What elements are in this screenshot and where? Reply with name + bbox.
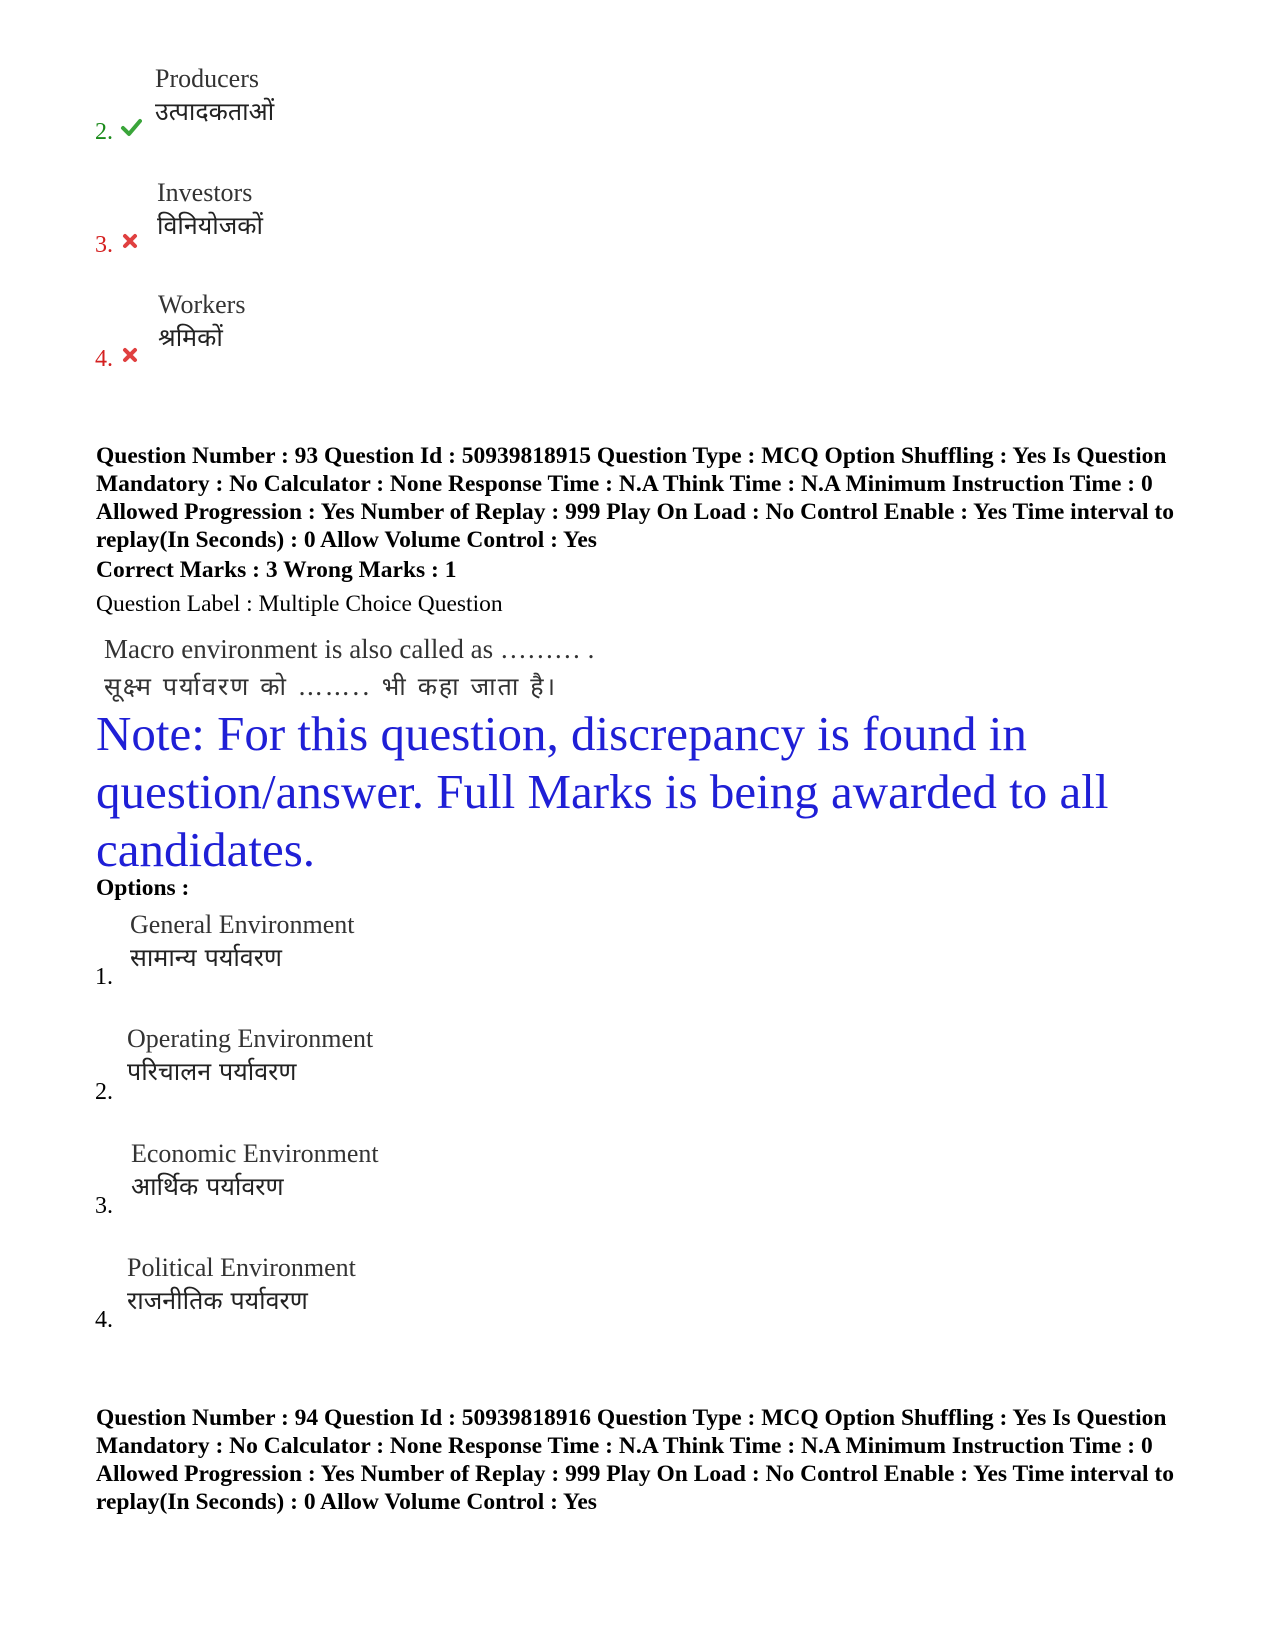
option-image-text [131,1137,379,1203]
option-text-hi: परिचालन पर्यावरण [127,1056,297,1086]
option-text-hi: सामान्य पर्यावरण [130,942,282,972]
option-image-text [127,1251,356,1317]
option-text-hi: आर्थिक पर्यावरण [131,1171,284,1201]
option-image-text [130,908,355,974]
option-text-hi: उत्पादकताओं [155,96,275,126]
wrong-cross-icon [122,233,138,249]
question-text-hi: सूक्ष्म पर्यावरण को …….. भी कहा जाता है। [104,672,558,701]
question-text-en: Macro environment is also called as ……… . [104,634,595,664]
question-meta: Question Number : 94 Question Id : 50939818916 Question Type : MCQ Option Shuffling : Yes Is Question Mandatory : No Calculator : None Response Time : N.A Think Time : N.A Minimum Instruction Time : 0 Allowed Progression : Yes Number of Replay : 999 Play On Load : No Control Enable : Yes Time interval to replay(In Seconds) : 0 Allow Volume Control : Yes [96,1405,1174,1515]
option-number: 3. [95,1193,113,1219]
option-text-en: General Environment [130,910,355,939]
option-number: 1. [95,964,113,990]
question-label: Question Label : Multiple Choice Question [96,591,503,617]
option-text-en: Political Environment [127,1253,356,1282]
option-image-text [127,1022,373,1088]
option-text-hi: श्रमिकों [158,322,223,352]
question-meta: Question Number : 93 Question Id : 50939818915 Question Type : MCQ Option Shuffling : Yes Is Question Mandatory : No Calculator : None Response Time : N.A Think Time : N.A Minimum Instruction Time : 0 Allowed Progression : Yes Number of Replay : 999 Play On Load : No Control Enable : Yes Time interval to replay(In Seconds) : 0 Allow Volume Control : Yes [96,443,1174,553]
option-text-hi: राजनीतिक पर्यावरण [127,1285,308,1315]
option-number: 2. [95,119,113,145]
options-label: Options : [96,875,190,901]
question-marks: Correct Marks : 3 Wrong Marks : 1 [96,557,457,583]
option-image-text [155,62,274,128]
option-image-text [157,176,263,242]
wrong-cross-icon [122,347,138,363]
option-number: 2. [95,1079,113,1105]
option-text-en: Workers [158,290,246,319]
option-image-text [158,288,245,354]
option-text-hi: विनियोजकों [157,210,263,240]
option-text-en: Producers [155,64,259,93]
option-text-en: Investors [157,178,253,207]
option-number: 3. [95,232,113,258]
question-text [104,630,594,706]
option-number: 4. [95,346,113,372]
correct-check-icon [120,116,142,138]
option-number: 4. [95,1307,113,1333]
discrepancy-note: Note: For this question, discrepancy is found in question/answer. Full Marks is being awarded to all candidates. [96,706,1109,877]
option-text-en: Economic Environment [131,1139,379,1168]
option-text-en: Operating Environment [127,1024,374,1053]
